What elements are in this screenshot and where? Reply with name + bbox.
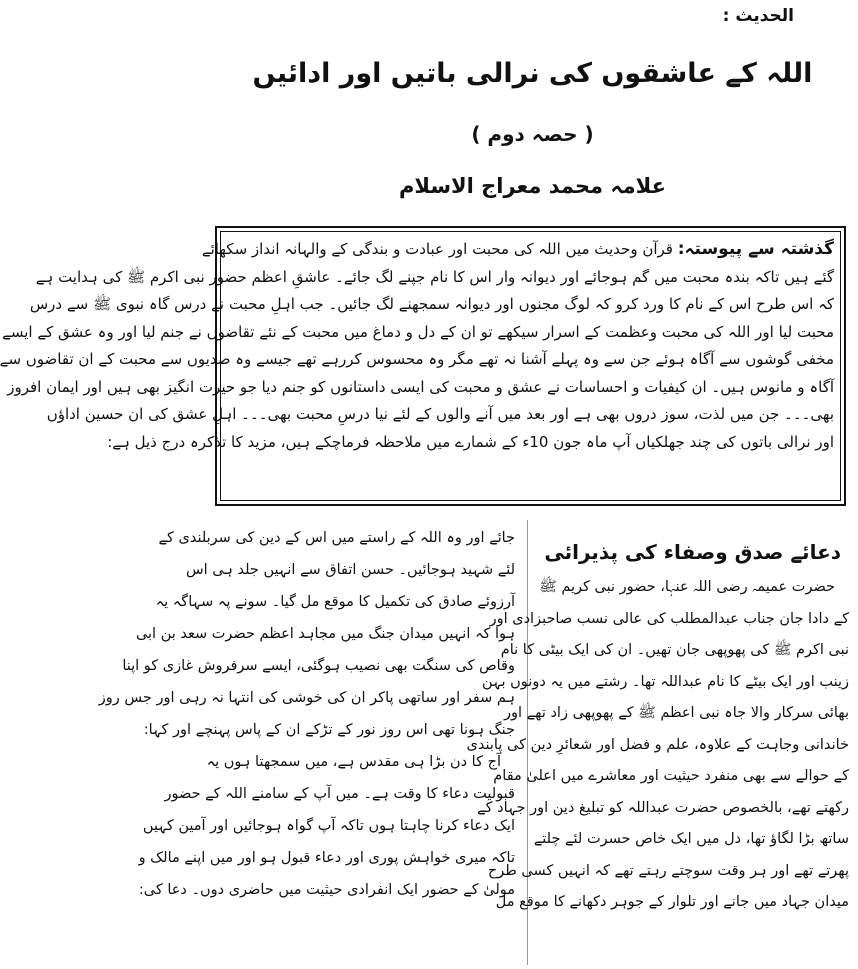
recap-box [0, 226, 846, 506]
section-heading: دعائے صدق وصفاء کی پذیرائی [544, 540, 841, 564]
paragraph-line: پھرتے تھے اور ہر وقت سوچتے رہتے تھے کہ انہیں کسی طرح [487, 862, 849, 879]
paragraph-line: جنگ ہونا تھی اس روز نور کے تڑکے ان کے پاس پہنچے اور کہا: [143, 722, 515, 738]
recap-line-text: قرآن وحدیث میں اللہ کی محبت اور عبادت و بندگی کے والہانہ انداز سکھائے [201, 240, 673, 258]
paragraph-line: وقاص کی سنگت بھی نصیب ہوگئی، ایسے سرفروش غازی کو اپنا [122, 658, 515, 674]
quote-line: قبولیت دعاء کا وقت ہے۔ میں آپ کے سامنے اللہ کے حضور [164, 786, 515, 802]
article-title: اللہ کے عاشقوں کی نرالی باتیں اور ادائیں [252, 58, 813, 89]
paragraph-line: میدان جہاد میں جانے اور تلوار کے جوہر دکھانے کا موقع مل [495, 894, 849, 910]
right-column [466, 532, 849, 919]
paragraph-line: نبی اکرم ﷺ کی پھوپھی جان تھیں۔ ان کی ایک بیٹی کا نام [500, 642, 849, 658]
recap-line: مخفی گوشوں سے آگاہ ہوئے جن سے وہ پہلے آشنا نہ تھے مگر وہ محسوس کررہے تھے جیسے وہ صدیوں سے محبت کے ان تقاضوں سے [0, 350, 834, 368]
quote-line: تاکہ میری خواہش پوری اور دعاء قبول ہو اور میں اپنے مالک و [138, 850, 515, 866]
quote-line: ایک دعاء کرنا چاہتا ہوں تاکہ آپ گواہ ہوجائیں اور آمین کہیں [142, 818, 515, 834]
recap-line: اور نرالی باتوں کی چند جھلکیاں آپ ماہ جون 10ء کے شمارے میں ملاحظہ فرماچکے ہیں، مزید کا تذکرہ درج ذیل ہے: [107, 432, 834, 451]
quote-line: آج کا دن بڑا ہی مقدس ہے، میں سمجھتا ہوں یہ [206, 754, 501, 770]
left-column [98, 522, 515, 906]
paragraph-line: جائے اور وہ اللہ کے راستے میں اس کے دین کی سربلندی کے [158, 530, 515, 546]
recap-line [201, 236, 834, 264]
recap-line: آگاہ و مانوس ہیں۔ ان کیفیات و احساسات نے عشق و محبت کی ایسی داستانوں کو جنم دیا جو حیرت انگیز بھی ہیں اور ایمان افروز [7, 377, 834, 396]
recap-line: کہ اس طرح اس کے نام کا ورد کرو کہ لوگ مجنوں اور دیوانہ سمجھنے لگ جائیں۔ جب اہلِ محبت نے درس گاہ نبوی ﷺ سے درس [29, 295, 834, 313]
paragraph-line: خاندانی وجاہت کے علاوہ، علم و فضل اور شعائرِ دین کی پابندی [466, 736, 849, 753]
section-label: الحدیث : [722, 6, 794, 26]
paragraph-line: زینب اور ایک بیٹے کا نام عبداللہ تھا۔ رشتے میں یہ دونوں بہن [481, 673, 849, 690]
paragraph-line: رکھتے تھے، بالخصوص حضرت عبداللہ کو تبلیغ دین اور جہاد کے [477, 799, 849, 816]
paragraph-line: ساتھ بڑا لگاؤ تھا، دل میں ایک خاص حسرت لئے چلتے [533, 831, 849, 847]
paragraph-line: بھائی سرکار والا جاہ نبی اعظم ﷺ کے پھوپھی زاد تھے اور [504, 705, 849, 721]
recap-text [0, 236, 834, 456]
recap-line: محبت لیا اور اللہ کی محبت وعظمت کے اسرار سیکھے تو ان کے دل و دماغ میں محبت کے نئے تقاضوں نے جنم لیا اور وہ عشق کے ایسے [2, 322, 834, 341]
paragraph-line: لئے شہید ہوجائیں۔ حسن اتفاق سے انہیں جلد ہی اس [185, 562, 515, 578]
paragraph-line: ہوا کہ انہیں میدان جنگ میں مجاہد اعظم حضرت سعد بن ابی [135, 626, 515, 642]
recap-line: بھی۔۔۔ جن میں لذت، سوز دروں بھی ہے اور بعد میں آنے والوں کے لئے نیا درسِ محبت بھی۔۔۔ اہلِ عشق کی ان حسین اداؤں [46, 405, 834, 423]
paragraph-line: کے دادا جان جناب عبدالمطلب کی عالی نسب صاحبزادی اور [489, 610, 849, 627]
paragraph-line: ہم سفر اور ساتھی پاکر ان کی خوشی کی انتہا نہ رہی اور جس روز [98, 690, 515, 706]
recap-heading: گذشتہ سے پیوستہ: [677, 239, 834, 259]
quote-line: مولیٰ کے حضور ایک انفرادی حیثیت میں حاضری دوں۔ دعا کی: [138, 882, 515, 898]
paragraph-line: حضرت عمیمہ رضی اللہ عنہا، حضور نبی کریم ﷺ [539, 579, 835, 595]
recap-line: گئے ہیں تاکہ بندہ محبت میں گم ہوجائے اور دیوانہ وار اس کا نام جپنے لگ جائے۔ عاشقِ اعظم حضور نبی اکرم ﷺ کی ہدایت ہے [35, 267, 834, 286]
paragraph-line: کے حوالے سے بھی منفرد حیثیت اور معاشرے میں اعلیٰ مقام [493, 768, 849, 784]
paragraph-line: آرزوئے صادق کی تکمیل کا موقع مل گیا۔ سونے پہ سہاگہ یہ [155, 594, 515, 610]
author-name: علامہ محمد معراج الاسلام [399, 174, 666, 198]
part-label: ( حصہ دوم ) [471, 122, 594, 146]
